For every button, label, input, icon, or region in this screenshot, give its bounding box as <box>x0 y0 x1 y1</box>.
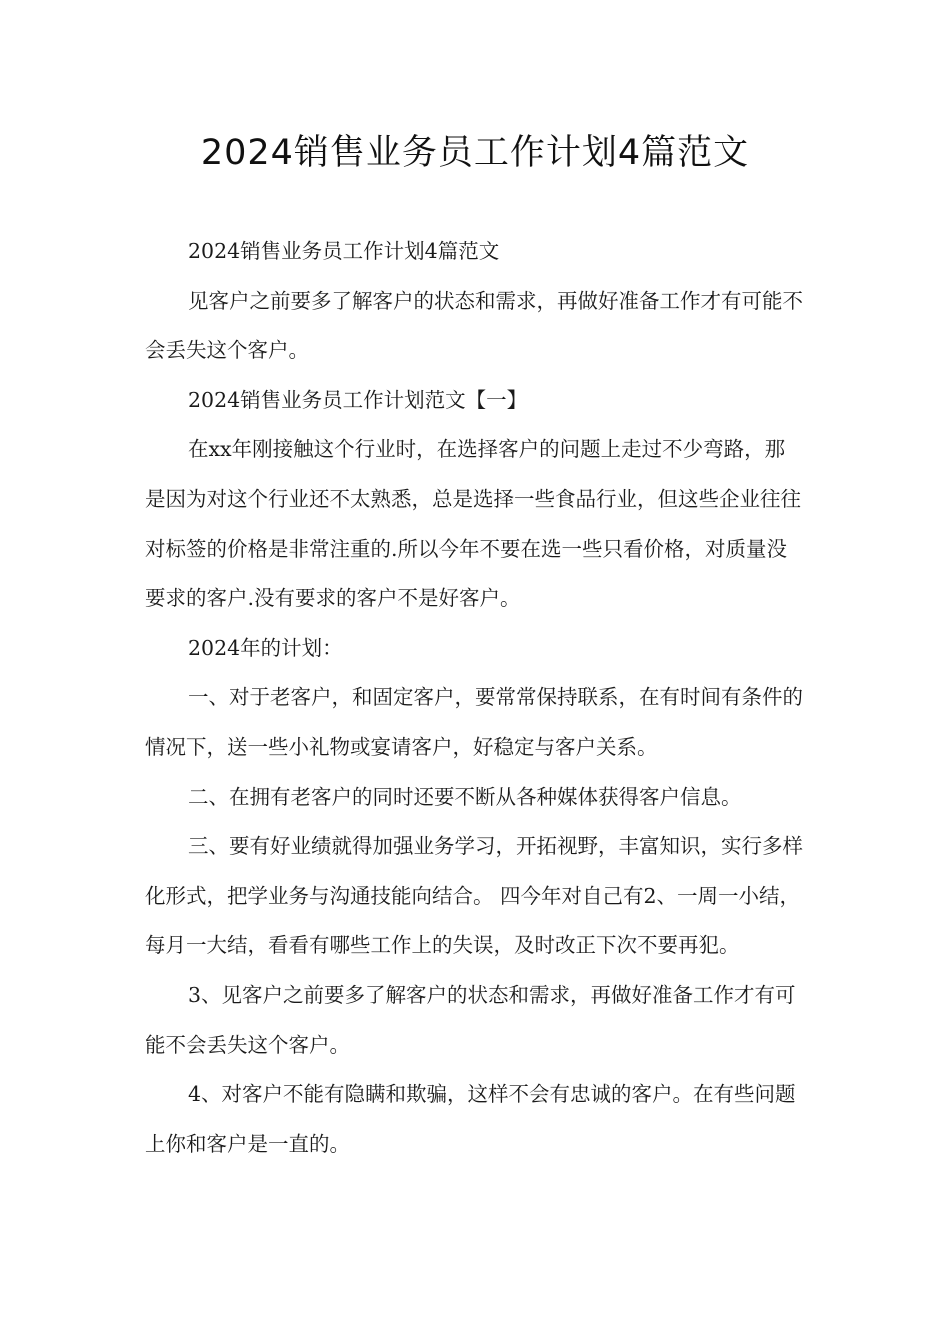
paragraph-plan-item-4: 3、见客户之前要多了解客户的状态和需求，再做好准备工作才有可能不会丢失这个客户。 <box>145 982 796 1057</box>
paragraph-plan-item-2: 二、在拥有老客户的同时还要不断从各种媒体获得客户信息。 <box>188 784 742 809</box>
paragraph-background: 在xx年刚接触这个行业时，在选择客户的问题上走过不少弯路，那是因为对这个行业还不太熟悉，总是选择一些食品行业，但这些企业往往对标签的价格是非常注重的.所以今年不要在选一些只看价格，对质量没要求的客户.没有要求的客户不是好客户。 <box>145 437 801 611</box>
document-body <box>145 227 805 1169</box>
paragraph-plan-item-3: 三、要有好业绩就得加强业务学习，开拓视野，丰富知识，实行多样化形式，把学业务与沟通技能向结合。 四今年对自己有2、一周一小结，每月一大结，看看有哪些工作上的失误，及时改正下次不要再犯。 <box>145 834 803 958</box>
paragraph-section-heading: 2024销售业务员工作计划范文【一】 <box>188 387 528 412</box>
paragraph-plan-item-1: 一、对于老客户，和固定客户，要常常保持联系，在有时间有条件的情况下，送一些小礼物或宴请客户，好稳定与客户关系。 <box>145 685 803 759</box>
paragraph-subtitle: 2024销售业务员工作计划4篇范文 <box>188 239 500 263</box>
paragraph-plan-item-5: 4、对客户不能有隐瞒和欺骗，这样不会有忠诚的客户。在有些问题上你和客户是一直的。 <box>145 1082 796 1156</box>
paragraph-plan-heading: 2024年的计划： <box>188 635 343 660</box>
paragraph-intro: 见客户之前要多了解客户的状态和需求，再做好准备工作才有可能不会丢失这个客户。 <box>145 288 803 363</box>
document-title: 2024销售业务员工作计划4篇范文 <box>200 133 750 173</box>
